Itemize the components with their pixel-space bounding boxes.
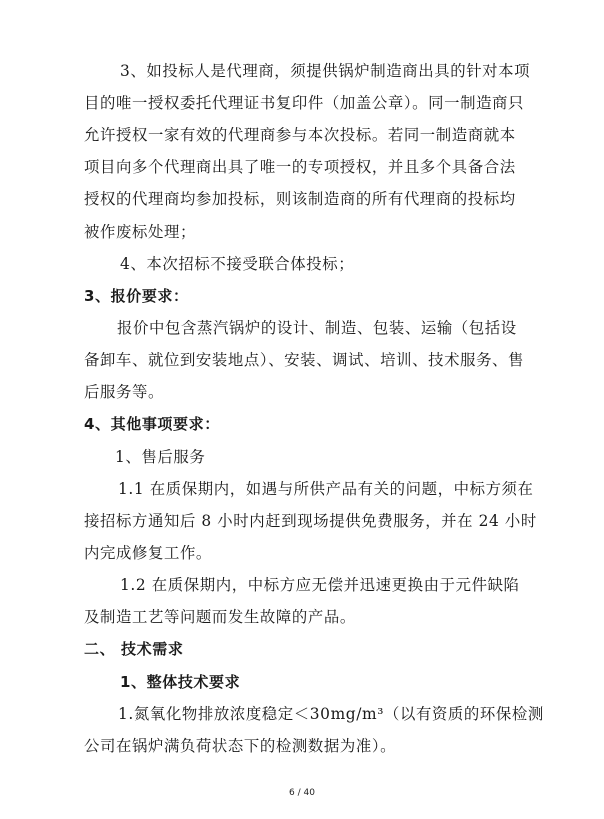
text-line: 后服务等。 <box>84 383 164 401</box>
text-line: 4、本次招标不接受联合体投标； <box>120 255 355 273</box>
text-line: 备卸车、就位到安装地点）、安装、调试、培训、技术服务、售 <box>84 351 525 369</box>
text-line: 允许授权一家有效的代理商参与本次投标。若同一制造商就本 <box>84 126 516 144</box>
text-line: 项目向多个代理商出具了唯一的专项授权，并且多个具备合法 <box>84 158 516 176</box>
text-line: 3、如投标人是代理商，须提供锅炉制造商出具的针对本项 <box>120 62 531 80</box>
text-line: 授权的代理商均参加投标，则该制造商的所有代理商的投标均 <box>84 190 516 208</box>
text-line: 内完成修复工作。 <box>84 544 212 562</box>
subsection-heading: 1、整体技术要求 <box>120 673 241 691</box>
text-line: 1.1 在质保期内，如遇与所供产品有关的问题，中标方须在 <box>118 480 534 498</box>
section-heading: 二、 技术需求 <box>84 640 184 658</box>
page-number: 6 / 40 <box>289 788 315 798</box>
section-heading: 4、其他事项要求： <box>84 415 220 433</box>
text-line: 1.氮氧化物排放浓度稳定＜30mg/m³（以有资质的环保检测 <box>118 705 544 723</box>
text-line: 被作废标处理； <box>84 223 196 241</box>
text-line: 目的唯一授权委托代理证书复印件（加盖公章）。同一制造商只 <box>84 94 525 112</box>
text-line: 1、售后服务 <box>115 448 206 466</box>
text-line: 1.2 在质保期内，中标方应无偿并迅速更换由于元件缺陷 <box>120 576 520 594</box>
text-line: 接招标方通知后 8 小时内赶到现场提供免费服务，并在 24 小时 <box>84 512 537 530</box>
section-heading: 3、报价要求： <box>84 287 189 305</box>
text-line: 公司在锅炉满负荷状态下的检测数据为准）。 <box>84 737 397 755</box>
text-line: 报价中包含蒸汽锅炉的设计、制造、包装、运输（包括设 <box>117 319 517 337</box>
text-line: 及制造工艺等问题而发生故障的产品。 <box>84 608 356 626</box>
